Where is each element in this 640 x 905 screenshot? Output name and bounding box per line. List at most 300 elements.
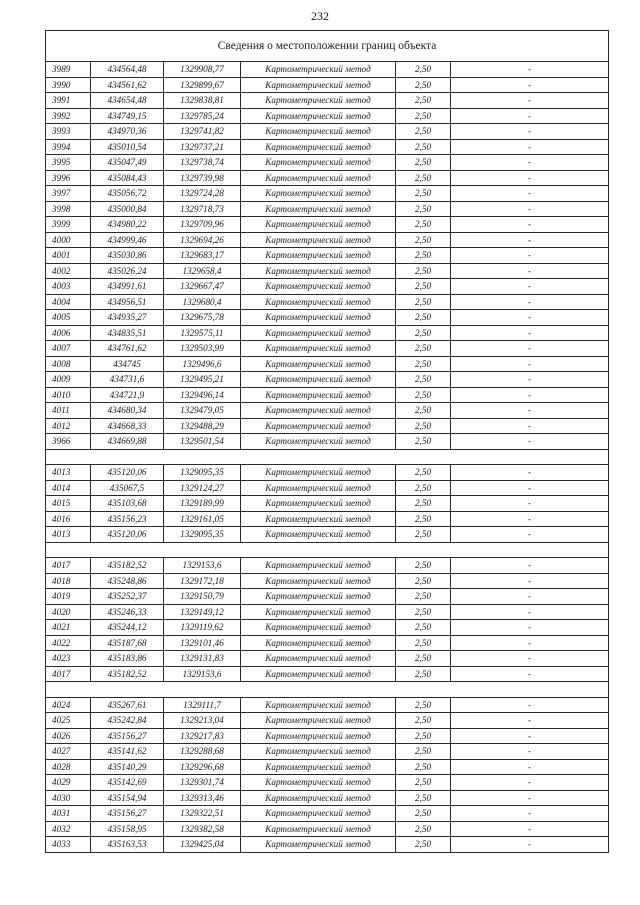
page-number: 232 — [311, 9, 329, 23]
x-coordinate: 435163,53 — [91, 837, 164, 853]
precision: 2,50 — [396, 263, 451, 279]
x-coordinate: 435158,95 — [91, 821, 164, 837]
table-row — [46, 356, 609, 372]
table-row — [46, 93, 609, 109]
group-separator-cell — [46, 449, 609, 465]
method: Картометрический метод — [241, 387, 396, 403]
precision: 2,50 — [396, 728, 451, 744]
method: Картометрический метод — [241, 744, 396, 760]
note: - — [451, 232, 609, 248]
x-coordinate: 435242,84 — [91, 713, 164, 729]
precision: 2,50 — [396, 279, 451, 295]
precision: 2,50 — [396, 527, 451, 543]
x-coordinate: 435156,27 — [91, 728, 164, 744]
x-coordinate: 434731,6 — [91, 372, 164, 388]
y-coordinate: 1329709,96 — [164, 217, 241, 233]
precision: 2,50 — [396, 434, 451, 450]
precision: 2,50 — [396, 666, 451, 682]
x-coordinate: 435140,29 — [91, 759, 164, 775]
table-row — [46, 341, 609, 357]
x-coordinate: 435252,37 — [91, 589, 164, 605]
method: Картометрический метод — [241, 201, 396, 217]
point-number: 4031 — [46, 806, 91, 822]
x-coordinate: 434761,62 — [91, 341, 164, 357]
table-row — [46, 418, 609, 434]
table-row — [46, 372, 609, 388]
point-number: 4012 — [46, 418, 91, 434]
y-coordinate: 1329313,46 — [164, 790, 241, 806]
x-coordinate: 434561,62 — [91, 77, 164, 93]
y-coordinate: 1329575,11 — [164, 325, 241, 341]
note: - — [451, 666, 609, 682]
note: - — [451, 294, 609, 310]
note: - — [451, 77, 609, 93]
method: Картометрический метод — [241, 108, 396, 124]
precision: 2,50 — [396, 496, 451, 512]
precision: 2,50 — [396, 635, 451, 651]
x-coordinate: 434721,9 — [91, 387, 164, 403]
x-coordinate: 435084,43 — [91, 170, 164, 186]
precision: 2,50 — [396, 201, 451, 217]
method: Картометрический метод — [241, 139, 396, 155]
x-coordinate: 435047,49 — [91, 155, 164, 171]
method: Картометрический метод — [241, 465, 396, 481]
group-separator-row — [46, 449, 609, 465]
point-number: 4000 — [46, 232, 91, 248]
precision: 2,50 — [396, 573, 451, 589]
note: - — [451, 790, 609, 806]
y-coordinate: 1329382,58 — [164, 821, 241, 837]
y-coordinate: 1329101,46 — [164, 635, 241, 651]
precision: 2,50 — [396, 759, 451, 775]
point-number: 4002 — [46, 263, 91, 279]
y-coordinate: 1329111,7 — [164, 697, 241, 713]
point-number: 3991 — [46, 93, 91, 109]
method: Картометрический метод — [241, 325, 396, 341]
table-row — [46, 232, 609, 248]
note: - — [451, 325, 609, 341]
x-coordinate: 434956,51 — [91, 294, 164, 310]
y-coordinate: 1329724,28 — [164, 186, 241, 202]
precision: 2,50 — [396, 604, 451, 620]
y-coordinate: 1329288,68 — [164, 744, 241, 760]
table-row — [46, 434, 609, 450]
precision: 2,50 — [396, 372, 451, 388]
note: - — [451, 139, 609, 155]
y-coordinate: 1329322,51 — [164, 806, 241, 822]
table-row — [46, 139, 609, 155]
point-number: 4013 — [46, 465, 91, 481]
y-coordinate: 1329675,78 — [164, 310, 241, 326]
point-number: 4010 — [46, 387, 91, 403]
point-number: 4025 — [46, 713, 91, 729]
x-coordinate: 435156,23 — [91, 511, 164, 527]
precision: 2,50 — [396, 821, 451, 837]
precision: 2,50 — [396, 837, 451, 853]
note: - — [451, 93, 609, 109]
note: - — [451, 558, 609, 574]
note: - — [451, 806, 609, 822]
precision: 2,50 — [396, 93, 451, 109]
x-coordinate: 434749,15 — [91, 108, 164, 124]
x-coordinate: 435103,68 — [91, 496, 164, 512]
method: Картометрический метод — [241, 403, 396, 419]
y-coordinate: 1329301,74 — [164, 775, 241, 791]
y-coordinate: 1329785,24 — [164, 108, 241, 124]
x-coordinate: 435030,86 — [91, 248, 164, 264]
precision: 2,50 — [396, 589, 451, 605]
note: - — [451, 620, 609, 636]
method: Картометрический метод — [241, 790, 396, 806]
note: - — [451, 403, 609, 419]
method: Картометрический метод — [241, 372, 396, 388]
table-row — [46, 155, 609, 171]
note: - — [451, 124, 609, 140]
method: Картометрический метод — [241, 666, 396, 682]
method: Картометрический метод — [241, 356, 396, 372]
table-row — [46, 62, 609, 78]
note: - — [451, 341, 609, 357]
y-coordinate: 1329124,27 — [164, 480, 241, 496]
table-row — [46, 527, 609, 543]
precision: 2,50 — [396, 62, 451, 78]
x-coordinate: 434935,27 — [91, 310, 164, 326]
x-coordinate: 435067,5 — [91, 480, 164, 496]
point-number: 4016 — [46, 511, 91, 527]
method: Картометрический метод — [241, 77, 396, 93]
x-coordinate: 435056,72 — [91, 186, 164, 202]
method: Картометрический метод — [241, 775, 396, 791]
method: Картометрический метод — [241, 217, 396, 233]
table-row — [46, 170, 609, 186]
y-coordinate: 1329838,81 — [164, 93, 241, 109]
table-row — [46, 248, 609, 264]
note: - — [451, 279, 609, 295]
table-row — [46, 465, 609, 481]
x-coordinate: 434999,46 — [91, 232, 164, 248]
x-coordinate: 435183,86 — [91, 651, 164, 667]
x-coordinate: 435187,68 — [91, 635, 164, 651]
precision: 2,50 — [396, 418, 451, 434]
y-coordinate: 1329694,26 — [164, 232, 241, 248]
y-coordinate: 1329501,54 — [164, 434, 241, 450]
table-row — [46, 496, 609, 512]
method: Картометрический метод — [241, 232, 396, 248]
y-coordinate: 1329496,6 — [164, 356, 241, 372]
y-coordinate: 1329479,05 — [164, 403, 241, 419]
table-row — [46, 294, 609, 310]
table-row — [46, 821, 609, 837]
note: - — [451, 480, 609, 496]
x-coordinate: 434991,61 — [91, 279, 164, 295]
y-coordinate: 1329741,82 — [164, 124, 241, 140]
note: - — [451, 728, 609, 744]
x-coordinate: 434668,33 — [91, 418, 164, 434]
table-row — [46, 728, 609, 744]
precision: 2,50 — [396, 341, 451, 357]
x-coordinate: 434835,51 — [91, 325, 164, 341]
table-row — [46, 387, 609, 403]
table-row — [46, 713, 609, 729]
point-number: 4022 — [46, 635, 91, 651]
point-number: 4023 — [46, 651, 91, 667]
table-row — [46, 558, 609, 574]
precision: 2,50 — [396, 744, 451, 760]
point-number: 3990 — [46, 77, 91, 93]
precision: 2,50 — [396, 310, 451, 326]
note: - — [451, 434, 609, 450]
y-coordinate: 1329153,6 — [164, 558, 241, 574]
note: - — [451, 527, 609, 543]
precision: 2,50 — [396, 806, 451, 822]
note: - — [451, 604, 609, 620]
precision: 2,50 — [396, 387, 451, 403]
method: Картометрический метод — [241, 294, 396, 310]
method: Картометрический метод — [241, 759, 396, 775]
point-number: 4021 — [46, 620, 91, 636]
method: Картометрический метод — [241, 713, 396, 729]
method: Картометрический метод — [241, 170, 396, 186]
precision: 2,50 — [396, 651, 451, 667]
point-number: 4018 — [46, 573, 91, 589]
note: - — [451, 418, 609, 434]
note: - — [451, 108, 609, 124]
note: - — [451, 744, 609, 760]
method: Картометрический метод — [241, 434, 396, 450]
point-number: 4001 — [46, 248, 91, 264]
x-coordinate: 435141,62 — [91, 744, 164, 760]
note: - — [451, 759, 609, 775]
note: - — [451, 511, 609, 527]
y-coordinate: 1329172,18 — [164, 573, 241, 589]
y-coordinate: 1329217,83 — [164, 728, 241, 744]
precision: 2,50 — [396, 697, 451, 713]
method: Картометрический метод — [241, 728, 396, 744]
note: - — [451, 496, 609, 512]
y-coordinate: 1329667,47 — [164, 279, 241, 295]
method: Картометрический метод — [241, 558, 396, 574]
x-coordinate: 435267,61 — [91, 697, 164, 713]
y-coordinate: 1329296,68 — [164, 759, 241, 775]
group-separator-row — [46, 542, 609, 558]
y-coordinate: 1329161,05 — [164, 511, 241, 527]
method: Картометрический метод — [241, 589, 396, 605]
x-coordinate: 435010,54 — [91, 139, 164, 155]
note: - — [451, 62, 609, 78]
note: - — [451, 310, 609, 326]
note: - — [451, 155, 609, 171]
y-coordinate: 1329095,35 — [164, 527, 241, 543]
y-coordinate: 1329119,62 — [164, 620, 241, 636]
y-coordinate: 1329496,14 — [164, 387, 241, 403]
method: Картометрический метод — [241, 837, 396, 853]
note: - — [451, 635, 609, 651]
precision: 2,50 — [396, 124, 451, 140]
precision: 2,50 — [396, 775, 451, 791]
note: - — [451, 837, 609, 853]
note: - — [451, 573, 609, 589]
method: Картометрический метод — [241, 480, 396, 496]
table-row — [46, 620, 609, 636]
precision: 2,50 — [396, 108, 451, 124]
point-number: 4032 — [46, 821, 91, 837]
point-number: 4024 — [46, 697, 91, 713]
table-row — [46, 651, 609, 667]
point-number: 4029 — [46, 775, 91, 791]
precision: 2,50 — [396, 713, 451, 729]
method: Картометрический метод — [241, 651, 396, 667]
table-row — [46, 403, 609, 419]
point-number: 3995 — [46, 155, 91, 171]
point-number: 4005 — [46, 310, 91, 326]
y-coordinate: 1329680,4 — [164, 294, 241, 310]
point-number: 4007 — [46, 341, 91, 357]
table-row — [46, 666, 609, 682]
method: Картометрический метод — [241, 527, 396, 543]
point-number: 4020 — [46, 604, 91, 620]
method: Картометрический метод — [241, 155, 396, 171]
group-separator-cell — [46, 682, 609, 698]
x-coordinate: 435182,52 — [91, 666, 164, 682]
note: - — [451, 589, 609, 605]
point-number: 3992 — [46, 108, 91, 124]
note: - — [451, 651, 609, 667]
point-number: 4017 — [46, 558, 91, 574]
note: - — [451, 713, 609, 729]
precision: 2,50 — [396, 217, 451, 233]
point-number: 4027 — [46, 744, 91, 760]
point-number: 4009 — [46, 372, 91, 388]
note: - — [451, 697, 609, 713]
y-coordinate: 1329738,74 — [164, 155, 241, 171]
note: - — [451, 201, 609, 217]
point-number: 4004 — [46, 294, 91, 310]
table-row — [46, 77, 609, 93]
point-number: 3998 — [46, 201, 91, 217]
point-number: 4008 — [46, 356, 91, 372]
table-row — [46, 744, 609, 760]
method: Картометрический метод — [241, 635, 396, 651]
x-coordinate: 435244,12 — [91, 620, 164, 636]
note: - — [451, 186, 609, 202]
x-coordinate: 435156,27 — [91, 806, 164, 822]
y-coordinate: 1329718,73 — [164, 201, 241, 217]
x-coordinate: 435120,06 — [91, 527, 164, 543]
note: - — [451, 217, 609, 233]
note: - — [451, 263, 609, 279]
boundary-coordinates-table — [45, 30, 608, 853]
y-coordinate: 1329899,67 — [164, 77, 241, 93]
table-caption-row — [46, 31, 609, 62]
precision: 2,50 — [396, 403, 451, 419]
method: Картометрический метод — [241, 263, 396, 279]
precision: 2,50 — [396, 248, 451, 264]
table-row — [46, 263, 609, 279]
precision: 2,50 — [396, 232, 451, 248]
x-coordinate: 435182,52 — [91, 558, 164, 574]
table-row — [46, 775, 609, 791]
table-row — [46, 480, 609, 496]
point-number: 3966 — [46, 434, 91, 450]
table-row — [46, 325, 609, 341]
table-row — [46, 279, 609, 295]
precision: 2,50 — [396, 620, 451, 636]
x-coordinate: 435246,33 — [91, 604, 164, 620]
point-number: 4015 — [46, 496, 91, 512]
note: - — [451, 372, 609, 388]
point-number: 4017 — [46, 666, 91, 682]
point-number: 3997 — [46, 186, 91, 202]
method: Картометрический метод — [241, 821, 396, 837]
x-coordinate: 435120,06 — [91, 465, 164, 481]
precision: 2,50 — [396, 356, 451, 372]
note: - — [451, 465, 609, 481]
note: - — [451, 248, 609, 264]
y-coordinate: 1329683,17 — [164, 248, 241, 264]
y-coordinate: 1329153,6 — [164, 666, 241, 682]
point-number: 3994 — [46, 139, 91, 155]
table-row — [46, 511, 609, 527]
y-coordinate: 1329131,83 — [164, 651, 241, 667]
point-number: 4030 — [46, 790, 91, 806]
y-coordinate: 1329739,98 — [164, 170, 241, 186]
point-number: 3993 — [46, 124, 91, 140]
x-coordinate: 434669,88 — [91, 434, 164, 450]
precision: 2,50 — [396, 465, 451, 481]
x-coordinate: 435000,84 — [91, 201, 164, 217]
note: - — [451, 170, 609, 186]
method: Картометрический метод — [241, 573, 396, 589]
method: Картометрический метод — [241, 806, 396, 822]
table-title: Сведения о местоположении границ объекта — [46, 31, 609, 62]
method: Картометрический метод — [241, 124, 396, 140]
table-row — [46, 759, 609, 775]
y-coordinate: 1329150,79 — [164, 589, 241, 605]
method: Картометрический метод — [241, 604, 396, 620]
group-separator-row — [46, 682, 609, 698]
method: Картометрический метод — [241, 279, 396, 295]
y-coordinate: 1329495,21 — [164, 372, 241, 388]
x-coordinate: 434564,48 — [91, 62, 164, 78]
method: Картометрический метод — [241, 496, 396, 512]
precision: 2,50 — [396, 77, 451, 93]
table-row — [46, 108, 609, 124]
x-coordinate: 435142,69 — [91, 775, 164, 791]
table-row — [46, 806, 609, 822]
method: Картометрический метод — [241, 310, 396, 326]
point-number: 3996 — [46, 170, 91, 186]
point-number: 3999 — [46, 217, 91, 233]
y-coordinate: 1329658,4 — [164, 263, 241, 279]
table-row — [46, 589, 609, 605]
table-row — [46, 837, 609, 853]
method: Картометрический метод — [241, 62, 396, 78]
x-coordinate: 434980,22 — [91, 217, 164, 233]
point-number: 4033 — [46, 837, 91, 853]
y-coordinate: 1329488,29 — [164, 418, 241, 434]
point-number: 4026 — [46, 728, 91, 744]
y-coordinate: 1329737,21 — [164, 139, 241, 155]
table-row — [46, 604, 609, 620]
y-coordinate: 1329503,99 — [164, 341, 241, 357]
x-coordinate: 434970,36 — [91, 124, 164, 140]
table-row — [46, 635, 609, 651]
y-coordinate: 1329213,04 — [164, 713, 241, 729]
y-coordinate: 1329189,99 — [164, 496, 241, 512]
note: - — [451, 821, 609, 837]
point-number: 4013 — [46, 527, 91, 543]
note: - — [451, 775, 609, 791]
